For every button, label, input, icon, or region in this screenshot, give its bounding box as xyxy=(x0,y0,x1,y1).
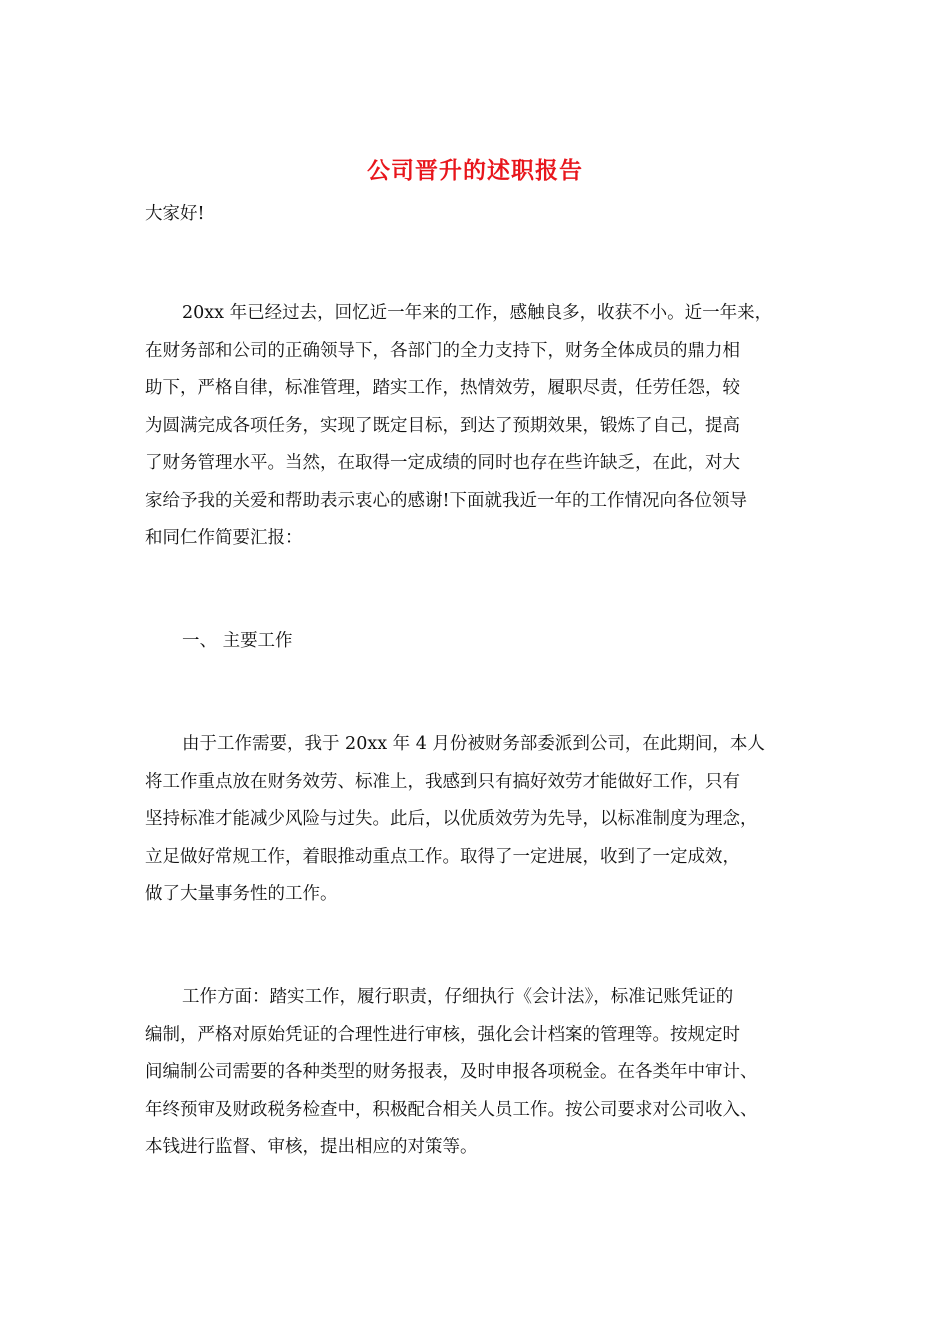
paragraph-line: 年终预审及财政税务检查中，积极配合相关人员工作。按公司要求对公司收入、 xyxy=(145,1099,758,1120)
paragraph-line: 在财务部和公司的正确领导下，各部门的全力支持下，财务全体成员的鼎力相 xyxy=(145,340,740,361)
paragraph-intro xyxy=(145,295,817,558)
greeting-text: 大家好! xyxy=(145,204,205,224)
paragraph-line: 为圆满完成各项任务，实现了既定目标，到达了预期效果，锻炼了自己，提高 xyxy=(145,415,740,436)
paragraph-line: 家给予我的关爱和帮助表示衷心的感谢!下面就我近一年的工作情况向各位领导 xyxy=(145,490,748,511)
paragraph-work-aspects xyxy=(145,979,817,1167)
paragraph-line: 间编制公司需要的各种类型的财务报表，及时申报各项税金。在各类年中审计、 xyxy=(145,1062,758,1082)
paragraph-line: 做了大量事务性的工作。 xyxy=(145,884,338,904)
paragraph-line: 20xx 年已经过去，回忆近一年来的工作，感触良多，收获不小。近一年来， xyxy=(182,303,773,323)
section-heading xyxy=(145,623,817,661)
paragraph-line: 工作方面：踏实工作，履行职责，仔细执行《会计法》，标准记账凭证的 xyxy=(182,987,734,1007)
document-title: 公司晋升的述职报告 xyxy=(367,157,583,184)
paragraph-line: 和同仁作简要汇报： xyxy=(145,528,303,548)
paragraph-line: 立足做好常规工作，着眼推动重点工作。取得了一定进展，收到了一定成效， xyxy=(145,846,740,867)
paragraph-line: 了财务管理水平。当然，在取得一定成绩的同时也存在些许缺乏，在此，对大 xyxy=(145,453,740,473)
paragraph-line: 编制，严格对原始凭证的合理性进行审核，强化会计档案的管理等。按规定时 xyxy=(145,1024,740,1045)
paragraph-line: 坚持标准才能减少风险与过失。此后，以优质效劳为先导，以标准制度为理念， xyxy=(145,809,758,829)
greeting xyxy=(145,196,817,234)
paragraph-line: 由于工作需要，我于 20xx 年 4 月份被财务部委派到公司，在此期间，本人 xyxy=(182,734,765,754)
paragraph-line: 本钱进行监督、审核，提出相应的对策等。 xyxy=(145,1137,478,1157)
section-heading-text: 一、 主要工作 xyxy=(182,631,293,651)
paragraph-line: 将工作重点放在财务效劳、标准上，我感到只有搞好效劳才能做好工作，只有 xyxy=(145,771,740,792)
paragraph-line: 助下，严格自律，标准管理，踏实工作，热情效劳，履职尽责，任劳任怨，较 xyxy=(145,378,740,398)
paragraph-main-work xyxy=(145,726,817,914)
